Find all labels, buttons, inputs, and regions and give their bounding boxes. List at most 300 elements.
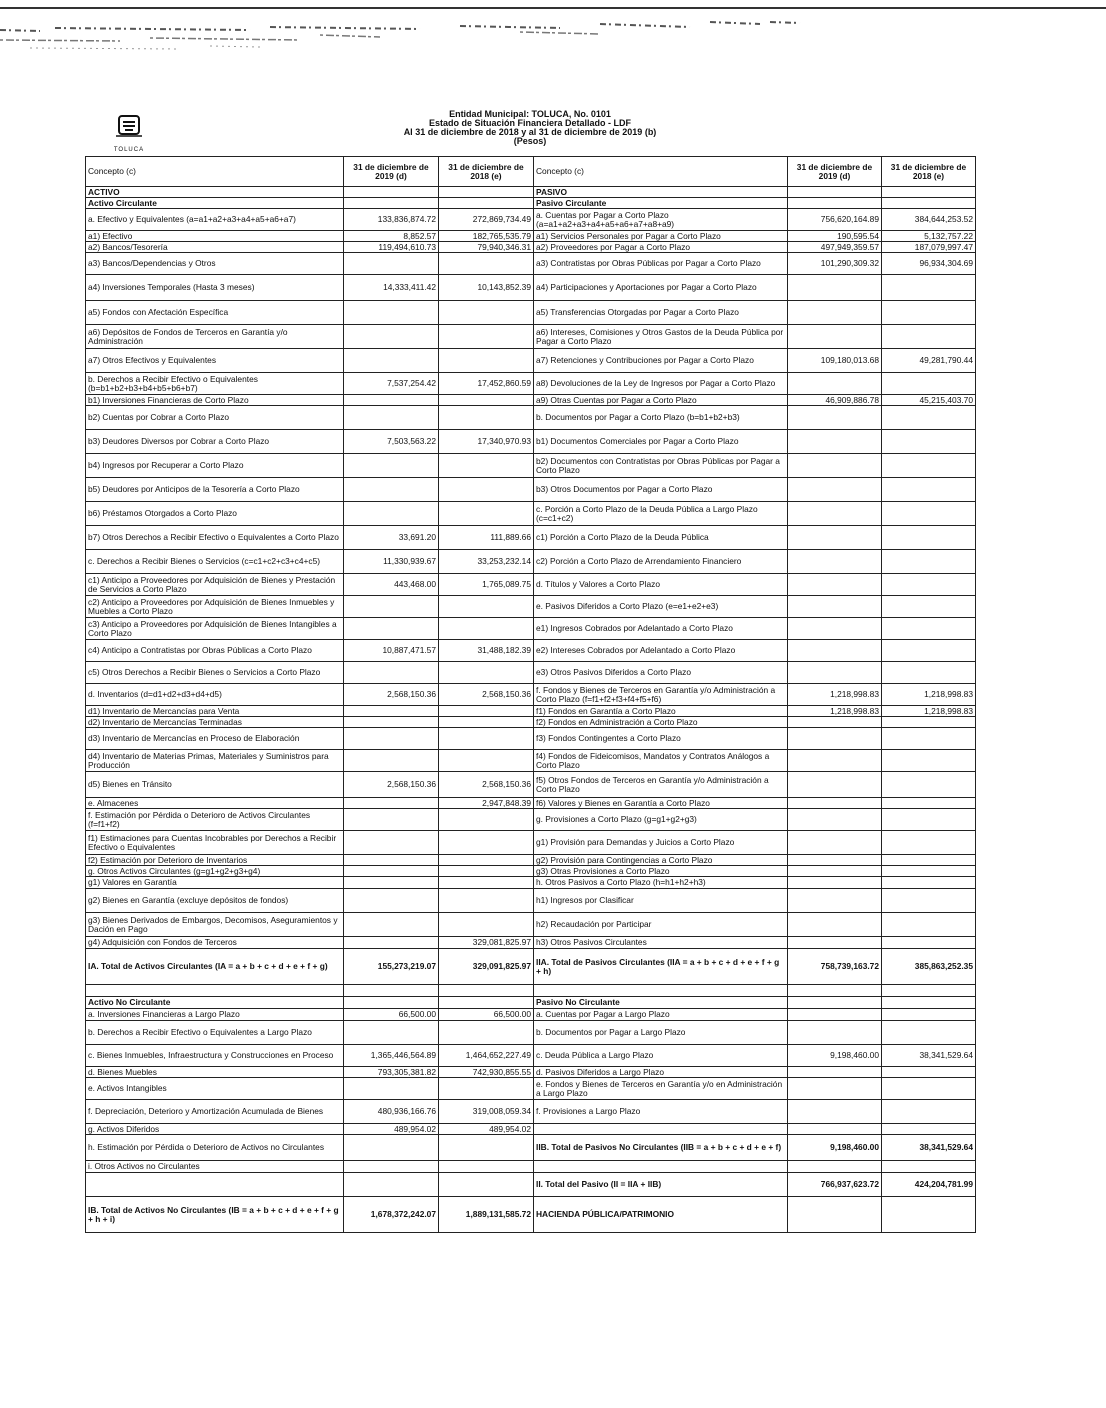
asset-value-2018: 111,889.66 xyxy=(439,526,534,550)
asset-value-2018 xyxy=(439,913,534,937)
asset-value-2019: 66,500.00 xyxy=(344,1009,439,1021)
asset-value-2019: 155,273,219.07 xyxy=(344,949,439,985)
liability-value-2019 xyxy=(788,1067,882,1078)
liability-value-2019 xyxy=(788,937,882,949)
asset-value-2019 xyxy=(344,349,439,373)
liability-concept: b3) Otros Documentos por Pagar a Corto Plazo xyxy=(534,478,788,502)
liability-concept: a9) Otras Cuentas por Pagar a Corto Plazo xyxy=(534,395,788,406)
table-row xyxy=(86,937,976,949)
asset-value-2018: 2,568,150.36 xyxy=(439,772,534,798)
asset-value-2019 xyxy=(344,662,439,684)
liability-value-2019: 109,180,013.68 xyxy=(788,349,882,373)
liability-concept: b. Documentos por Pagar a Largo Plazo xyxy=(534,1021,788,1045)
liability-value-2018 xyxy=(882,526,976,550)
financial-statement-sheet xyxy=(85,109,975,1224)
liability-value-2019 xyxy=(788,1124,882,1135)
asset-value-2018 xyxy=(439,349,534,373)
asset-concept: b2) Cuentas por Cobrar a Corto Plazo xyxy=(86,406,344,430)
asset-value-2018: 272,869,734.49 xyxy=(439,209,534,231)
asset-concept: d1) Inventario de Mercancías para Venta xyxy=(86,706,344,717)
liability-concept: g. Provisiones a Corto Plazo (g=g1+g2+g3) xyxy=(534,809,788,831)
asset-value-2018: 1,889,131,585.72 xyxy=(439,1197,534,1233)
liability-value-2019 xyxy=(788,855,882,866)
asset-value-2019: 7,503,563.22 xyxy=(344,430,439,454)
asset-value-2019 xyxy=(344,596,439,618)
asset-value-2019 xyxy=(344,301,439,325)
liability-concept: Pasivo No Circulante xyxy=(534,997,788,1009)
asset-value-2019 xyxy=(344,985,439,997)
liability-concept: IIA. Total de Pasivos Circulantes (IIA = a + b + c + d + e + f + g + h) xyxy=(534,949,788,985)
table-row xyxy=(86,662,976,684)
table-row xyxy=(86,478,976,502)
asset-value-2019 xyxy=(344,454,439,478)
liability-value-2019 xyxy=(788,913,882,937)
asset-concept: f1) Estimaciones para Cuentas Incobrables por Derechos a Recibir Efectivo o Equivalentes xyxy=(86,831,344,855)
asset-value-2019: 1,678,372,242.07 xyxy=(344,1197,439,1233)
table-row xyxy=(86,430,976,454)
liability-value-2018 xyxy=(882,1197,976,1233)
asset-value-2018 xyxy=(439,866,534,877)
asset-concept: c4) Anticipo a Contratistas por Obras Públicas a Corto Plazo xyxy=(86,640,344,662)
liability-value-2018 xyxy=(882,866,976,877)
table-body xyxy=(86,187,976,1233)
asset-value-2018 xyxy=(439,325,534,349)
asset-concept: a. Inversiones Financieras a Largo Plazo xyxy=(86,1009,344,1021)
liability-concept: II. Total del Pasivo (II = IIA + IIB) xyxy=(534,1173,788,1197)
liability-value-2018 xyxy=(882,325,976,349)
liability-concept: e3) Otros Pasivos Diferidos a Corto Plazo xyxy=(534,662,788,684)
liability-value-2018 xyxy=(882,728,976,750)
liability-value-2019 xyxy=(788,406,882,430)
asset-concept: d5) Bienes en Tránsito xyxy=(86,772,344,798)
asset-concept xyxy=(86,985,344,997)
asset-concept: b3) Deudores Diversos por Cobrar a Corto Plazo xyxy=(86,430,344,454)
liability-concept: f. Provisiones a Largo Plazo xyxy=(534,1100,788,1124)
asset-concept: Activo No Circulante xyxy=(86,997,344,1009)
table-row xyxy=(86,618,976,640)
liability-value-2018 xyxy=(882,798,976,809)
liability-concept: f1) Fondos en Garantía a Corto Plazo xyxy=(534,706,788,717)
asset-value-2018 xyxy=(439,997,534,1009)
asset-value-2019: 33,691.20 xyxy=(344,526,439,550)
liability-concept: a2) Proveedores por Pagar a Corto Plazo xyxy=(534,242,788,253)
asset-value-2018 xyxy=(439,395,534,406)
asset-value-2018: 1,765,089.75 xyxy=(439,574,534,596)
col-2018-header-right: 31 de diciembre de 2018 (e) xyxy=(882,157,976,187)
liability-value-2018: 1,218,998.83 xyxy=(882,706,976,717)
liability-value-2018 xyxy=(882,478,976,502)
table-row xyxy=(86,1067,976,1078)
asset-concept: a2) Bancos/Tesorería xyxy=(86,242,344,253)
asset-value-2019: 2,568,150.36 xyxy=(344,684,439,706)
asset-concept: a. Efectivo y Equivalentes (a=a1+a2+a3+a4+a5+a6+a7) xyxy=(86,209,344,231)
asset-concept: b1) Inversiones Financieras de Corto Plazo xyxy=(86,395,344,406)
liability-concept: a3) Contratistas por Obras Públicas por Pagar a Corto Plazo xyxy=(534,253,788,275)
liability-value-2019 xyxy=(788,198,882,209)
asset-value-2019 xyxy=(344,1161,439,1173)
asset-value-2019 xyxy=(344,706,439,717)
liability-concept: e1) Ingresos Cobrados por Adelantado a Corto Plazo xyxy=(534,618,788,640)
asset-concept: c1) Anticipo a Proveedores por Adquisición de Bienes y Prestación de Servicios a Corto Plazo xyxy=(86,574,344,596)
liability-concept: f2) Fondos en Administración a Corto Plazo xyxy=(534,717,788,728)
asset-value-2018 xyxy=(439,1135,534,1161)
liability-concept: d. Pasivos Diferidos a Largo Plazo xyxy=(534,1067,788,1078)
liability-value-2018 xyxy=(882,809,976,831)
liability-concept: a1) Servicios Personales por Pagar a Corto Plazo xyxy=(534,231,788,242)
table-row xyxy=(86,231,976,242)
liability-value-2018 xyxy=(882,1078,976,1100)
liability-value-2018 xyxy=(882,985,976,997)
liability-value-2018: 384,644,253.52 xyxy=(882,209,976,231)
asset-concept: g3) Bienes Derivados de Embargos, Decomisos, Aseguramientos y Dación en Pago xyxy=(86,913,344,937)
asset-value-2019: 10,887,471.57 xyxy=(344,640,439,662)
table-row xyxy=(86,187,976,198)
asset-value-2019: 480,936,166.76 xyxy=(344,1100,439,1124)
asset-value-2019 xyxy=(344,1173,439,1197)
liability-value-2018 xyxy=(882,275,976,301)
liability-value-2018 xyxy=(882,1100,976,1124)
balance-table xyxy=(85,156,976,1233)
liability-concept: h3) Otros Pasivos Circulantes xyxy=(534,937,788,949)
asset-concept: c5) Otros Derechos a Recibir Bienes o Servicios a Corto Plazo xyxy=(86,662,344,684)
liability-value-2019 xyxy=(788,325,882,349)
asset-value-2019: 2,568,150.36 xyxy=(344,772,439,798)
table-row xyxy=(86,395,976,406)
col-2019-header-left: 31 de diciembre de 2019 (d) xyxy=(344,157,439,187)
asset-value-2018: 17,452,860.59 xyxy=(439,373,534,395)
asset-concept: b. Derechos a Recibir Efectivo o Equivalentes a Largo Plazo xyxy=(86,1021,344,1045)
asset-value-2018: 742,930,855.55 xyxy=(439,1067,534,1078)
liability-value-2018: 187,079,997.47 xyxy=(882,242,976,253)
liability-concept: a8) Devoluciones de la Ley de Ingresos por Pagar a Corto Plazo xyxy=(534,373,788,395)
asset-concept: a3) Bancos/Dependencias y Otros xyxy=(86,253,344,275)
asset-value-2019 xyxy=(344,325,439,349)
liability-concept: PASIVO xyxy=(534,187,788,198)
scan-noise xyxy=(0,0,1106,70)
liability-concept: f6) Valores y Bienes en Garantía a Corto Plazo xyxy=(534,798,788,809)
asset-value-2019 xyxy=(344,913,439,937)
liability-value-2018: 385,863,252.35 xyxy=(882,949,976,985)
liability-value-2019 xyxy=(788,728,882,750)
liability-value-2019 xyxy=(788,618,882,640)
asset-value-2019: 11,330,939.67 xyxy=(344,550,439,574)
liability-value-2019: 758,739,163.72 xyxy=(788,949,882,985)
asset-value-2018 xyxy=(439,877,534,889)
asset-value-2018: 1,464,652,227.49 xyxy=(439,1045,534,1067)
liability-value-2018 xyxy=(882,454,976,478)
asset-concept: b4) Ingresos por Recuperar a Corto Plazo xyxy=(86,454,344,478)
asset-concept: a7) Otros Efectivos y Equivalentes xyxy=(86,349,344,373)
asset-concept: ACTIVO xyxy=(86,187,344,198)
liability-value-2019: 46,909,886.78 xyxy=(788,395,882,406)
table-row xyxy=(86,198,976,209)
asset-value-2018: 31,488,182.39 xyxy=(439,640,534,662)
liability-value-2018 xyxy=(882,662,976,684)
liability-concept: c. Porción a Corto Plazo de la Deuda Pública a Largo Plazo (c=c1+c2) xyxy=(534,502,788,526)
asset-value-2019 xyxy=(344,618,439,640)
liability-value-2018: 5,132,757.22 xyxy=(882,231,976,242)
liability-value-2018 xyxy=(882,198,976,209)
col-2018-header-left: 31 de diciembre de 2018 (e) xyxy=(439,157,534,187)
asset-concept: g. Otros Activos Circulantes (g=g1+g2+g3+g4) xyxy=(86,866,344,877)
asset-value-2019 xyxy=(344,198,439,209)
liability-concept: b2) Documentos con Contratistas por Obras Públicas por Pagar a Corto Plazo xyxy=(534,454,788,478)
asset-value-2018 xyxy=(439,1173,534,1197)
asset-value-2018 xyxy=(439,454,534,478)
liability-value-2018 xyxy=(882,187,976,198)
asset-value-2018: 10,143,852.39 xyxy=(439,275,534,301)
asset-value-2018 xyxy=(439,198,534,209)
document-header xyxy=(85,110,975,146)
asset-concept: f. Depreciación, Deterioro y Amortización Acumulada de Bienes xyxy=(86,1100,344,1124)
liability-value-2019 xyxy=(788,301,882,325)
table-row xyxy=(86,1173,976,1197)
liability-concept xyxy=(534,1124,788,1135)
table-row xyxy=(86,275,976,301)
asset-concept: h. Estimación por Pérdida o Deterioro de Activos no Circulantes xyxy=(86,1135,344,1161)
table-row xyxy=(86,877,976,889)
liability-value-2018 xyxy=(882,997,976,1009)
liability-concept: a4) Participaciones y Aportaciones por Pagar a Corto Plazo xyxy=(534,275,788,301)
asset-concept: c. Derechos a Recibir Bienes o Servicios (c=c1+c2+c3+c4+c5) xyxy=(86,550,344,574)
liability-value-2019 xyxy=(788,1197,882,1233)
asset-value-2018 xyxy=(439,618,534,640)
asset-value-2018 xyxy=(439,1021,534,1045)
liability-value-2018 xyxy=(882,406,976,430)
liability-value-2019 xyxy=(788,798,882,809)
liability-value-2018 xyxy=(882,430,976,454)
asset-value-2019: 7,537,254.42 xyxy=(344,373,439,395)
asset-value-2019 xyxy=(344,889,439,913)
table-row xyxy=(86,913,976,937)
asset-value-2019 xyxy=(344,253,439,275)
asset-concept: g. Activos Diferidos xyxy=(86,1124,344,1135)
asset-value-2018: 329,081,825.97 xyxy=(439,937,534,949)
liability-value-2019: 766,937,623.72 xyxy=(788,1173,882,1197)
asset-value-2019 xyxy=(344,877,439,889)
asset-value-2018 xyxy=(439,662,534,684)
asset-value-2019: 1,365,446,564.89 xyxy=(344,1045,439,1067)
liability-value-2018 xyxy=(882,1067,976,1078)
liability-value-2019 xyxy=(788,1078,882,1100)
liability-value-2019 xyxy=(788,596,882,618)
liability-value-2019 xyxy=(788,373,882,395)
liability-value-2019 xyxy=(788,1021,882,1045)
table-row xyxy=(86,997,976,1009)
asset-value-2019 xyxy=(344,728,439,750)
asset-value-2018 xyxy=(439,1161,534,1173)
asset-value-2019: 14,333,411.42 xyxy=(344,275,439,301)
table-row xyxy=(86,985,976,997)
asset-value-2019: 443,468.00 xyxy=(344,574,439,596)
table-row xyxy=(86,1100,976,1124)
table-row xyxy=(86,717,976,728)
asset-concept: a5) Fondos con Afectación Específica xyxy=(86,301,344,325)
table-row xyxy=(86,706,976,717)
liability-concept: f3) Fondos Contingentes a Corto Plazo xyxy=(534,728,788,750)
table-row xyxy=(86,454,976,478)
table-row xyxy=(86,502,976,526)
liability-concept: c1) Porción a Corto Plazo de la Deuda Pública xyxy=(534,526,788,550)
asset-concept: d2) Inventario de Mercancías Terminadas xyxy=(86,717,344,728)
toluca-logo xyxy=(109,114,149,156)
asset-value-2018: 2,947,848.39 xyxy=(439,798,534,809)
asset-value-2019: 119,494,610.73 xyxy=(344,242,439,253)
column-header-row xyxy=(86,157,976,187)
liability-value-2019 xyxy=(788,640,882,662)
liability-value-2019: 190,595.54 xyxy=(788,231,882,242)
table-row xyxy=(86,949,976,985)
currency-line: (Pesos) xyxy=(513,136,547,146)
asset-concept: Activo Circulante xyxy=(86,198,344,209)
asset-concept: b7) Otros Derechos a Recibir Efectivo o Equivalentes a Corto Plazo xyxy=(86,526,344,550)
entity-line: Entidad Municipal: TOLUCA, No. 0101 xyxy=(449,109,611,119)
liability-value-2018 xyxy=(882,1021,976,1045)
asset-value-2019: 793,305,381.82 xyxy=(344,1067,439,1078)
asset-value-2019 xyxy=(344,866,439,877)
liability-concept: d. Títulos y Valores a Corto Plazo xyxy=(534,574,788,596)
liability-concept: g1) Provisión para Demandas y Juicios a Corto Plazo xyxy=(534,831,788,855)
asset-value-2018: 2,568,150.36 xyxy=(439,684,534,706)
toluca-crest-icon xyxy=(116,114,142,138)
asset-concept xyxy=(86,1173,344,1197)
liability-value-2018 xyxy=(882,618,976,640)
liability-value-2019 xyxy=(788,772,882,798)
liability-value-2019 xyxy=(788,550,882,574)
liability-concept: h. Otros Pasivos a Corto Plazo (h=h1+h2+h3) xyxy=(534,877,788,889)
asset-concept: d. Bienes Muebles xyxy=(86,1067,344,1078)
liability-value-2019 xyxy=(788,1009,882,1021)
asset-value-2019: 8,852.57 xyxy=(344,231,439,242)
liability-value-2018: 49,281,790.44 xyxy=(882,349,976,373)
asset-value-2019 xyxy=(344,502,439,526)
asset-value-2018: 33,253,232.14 xyxy=(439,550,534,574)
liability-concept: h2) Recaudación por Participar xyxy=(534,913,788,937)
statement-title: Estado de Situación Financiera Detallado - LDF xyxy=(428,118,632,128)
liability-value-2019 xyxy=(788,877,882,889)
table-row xyxy=(86,1197,976,1233)
liability-value-2019 xyxy=(788,809,882,831)
asset-value-2018 xyxy=(439,717,534,728)
period-line: Al 31 de diciembre de 2018 y al 31 de diciembre de 2019 (b) xyxy=(403,127,657,137)
asset-value-2019 xyxy=(344,809,439,831)
liability-concept: a. Cuentas por Pagar a Corto Plazo (a=a1+a2+a3+a4+a5+a6+a7+a8+a9) xyxy=(534,209,788,231)
liability-concept: IIB. Total de Pasivos No Circulantes (IIB = a + b + c + d + e + f) xyxy=(534,1135,788,1161)
liability-value-2019: 9,198,460.00 xyxy=(788,1135,882,1161)
asset-value-2019: 133,836,874.72 xyxy=(344,209,439,231)
liability-value-2018 xyxy=(882,831,976,855)
liability-concept: a. Cuentas por Pagar a Largo Plazo xyxy=(534,1009,788,1021)
liability-value-2018: 45,215,403.70 xyxy=(882,395,976,406)
liability-value-2018 xyxy=(882,750,976,772)
asset-concept: c2) Anticipo a Proveedores por Adquisición de Bienes Inmuebles y Muebles a Corto Plazo xyxy=(86,596,344,618)
asset-concept: IA. Total de Activos Circulantes (IA = a + b + c + d + e + f + g) xyxy=(86,949,344,985)
asset-concept: c. Bienes Inmuebles, Infraestructura y Construcciones en Proceso xyxy=(86,1045,344,1067)
liability-concept: f4) Fondos de Fideicomisos, Mandatos y Contratos Análogos a Corto Plazo xyxy=(534,750,788,772)
table-row xyxy=(86,596,976,618)
asset-value-2019 xyxy=(344,187,439,198)
table-row xyxy=(86,640,976,662)
asset-value-2019 xyxy=(344,478,439,502)
liability-value-2018 xyxy=(882,937,976,949)
asset-concept: g1) Valores en Garantía xyxy=(86,877,344,889)
liability-value-2018: 424,204,781.99 xyxy=(882,1173,976,1197)
table-row xyxy=(86,1124,976,1135)
asset-concept: c3) Anticipo a Proveedores por Adquisición de Bienes Intangibles a Corto Plazo xyxy=(86,618,344,640)
liability-value-2019: 1,218,998.83 xyxy=(788,706,882,717)
table-row xyxy=(86,798,976,809)
liability-value-2019 xyxy=(788,985,882,997)
col-2019-header-right: 31 de diciembre de 2019 (d) xyxy=(788,157,882,187)
liability-value-2018 xyxy=(882,550,976,574)
liability-concept: HACIENDA PÚBLICA/PATRIMONIO xyxy=(534,1197,788,1233)
asset-value-2018 xyxy=(439,406,534,430)
liability-value-2018 xyxy=(882,1161,976,1173)
asset-value-2019 xyxy=(344,937,439,949)
liability-concept: f. Fondos y Bienes de Terceros en Garantía y/o Administración a Corto Plazo (f=f1+f2+f3+f4+f5+f6) xyxy=(534,684,788,706)
asset-value-2018 xyxy=(439,728,534,750)
asset-value-2018 xyxy=(439,706,534,717)
liability-value-2018 xyxy=(882,717,976,728)
liability-value-2019 xyxy=(788,574,882,596)
table-row xyxy=(86,373,976,395)
liability-value-2019 xyxy=(788,1100,882,1124)
liability-concept: e. Pasivos Diferidos a Corto Plazo (e=e1+e2+e3) xyxy=(534,596,788,618)
asset-value-2019 xyxy=(344,395,439,406)
asset-value-2019 xyxy=(344,406,439,430)
asset-concept: b5) Deudores por Anticipos de la Tesorería a Corto Plazo xyxy=(86,478,344,502)
asset-concept: a4) Inversiones Temporales (Hasta 3 meses) xyxy=(86,275,344,301)
liability-value-2018 xyxy=(882,502,976,526)
table-row xyxy=(86,1161,976,1173)
liability-value-2018 xyxy=(882,1124,976,1135)
liability-concept: g3) Otras Provisiones a Corto Plazo xyxy=(534,866,788,877)
table-row xyxy=(86,831,976,855)
liability-value-2018 xyxy=(882,877,976,889)
table-row xyxy=(86,1078,976,1100)
liability-value-2018: 1,218,998.83 xyxy=(882,684,976,706)
table-row xyxy=(86,1045,976,1067)
liability-concept: Pasivo Circulante xyxy=(534,198,788,209)
table-row xyxy=(86,684,976,706)
table-row xyxy=(86,325,976,349)
liability-value-2019 xyxy=(788,454,882,478)
asset-value-2018 xyxy=(439,301,534,325)
asset-concept: e. Activos Intangibles xyxy=(86,1078,344,1100)
asset-value-2019 xyxy=(344,717,439,728)
asset-value-2018 xyxy=(439,831,534,855)
liability-concept: e2) Intereses Cobrados por Adelantado a Corto Plazo xyxy=(534,640,788,662)
table-row xyxy=(86,889,976,913)
table-row xyxy=(86,574,976,596)
liability-value-2018 xyxy=(882,1009,976,1021)
asset-concept: a6) Depósitos de Fondos de Terceros en Garantía y/o Administración xyxy=(86,325,344,349)
liability-value-2019: 497,949,359.57 xyxy=(788,242,882,253)
asset-concept: b. Derechos a Recibir Efectivo o Equivalentes (b=b1+b2+b3+b4+b5+b6+b7) xyxy=(86,373,344,395)
liability-value-2018 xyxy=(882,596,976,618)
liability-value-2018: 38,341,529.64 xyxy=(882,1135,976,1161)
liability-value-2019: 101,290,309.32 xyxy=(788,253,882,275)
liability-concept: a7) Retenciones y Contribuciones por Pagar a Corto Plazo xyxy=(534,349,788,373)
table-row xyxy=(86,550,976,574)
liability-value-2019: 1,218,998.83 xyxy=(788,684,882,706)
table-row xyxy=(86,406,976,430)
asset-concept: e. Almacenes xyxy=(86,798,344,809)
table-row xyxy=(86,349,976,373)
asset-concept: f. Estimación por Pérdida o Deterioro de Activos Circulantes (f=f1+f2) xyxy=(86,809,344,831)
asset-value-2019 xyxy=(344,1078,439,1100)
asset-value-2019 xyxy=(344,750,439,772)
